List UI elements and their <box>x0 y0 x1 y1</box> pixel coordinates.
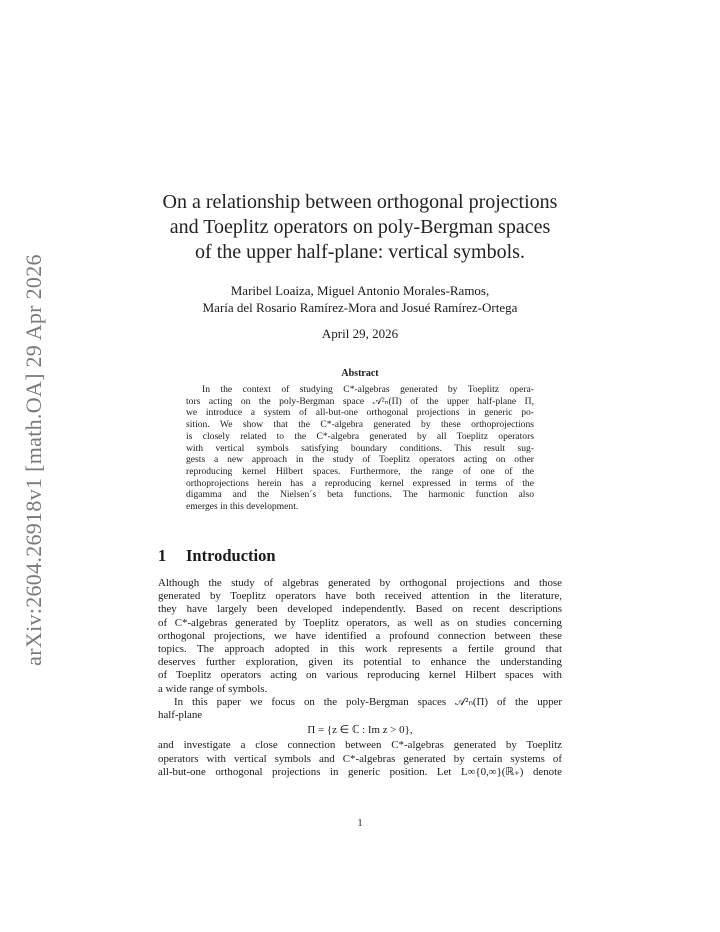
body-line: and investigate a close connection between C*-algebras generated by Toeplitz <box>158 739 562 752</box>
abstract-line: orthoprojections herein has a reproducing kernel expressed in terms of the <box>186 477 534 489</box>
body-line: half-plane <box>158 709 203 722</box>
paper-date: April 29, 2026 <box>321 326 399 341</box>
body-line: of C*-algebras generated by Toeplitz operators, as well as on studies concerning <box>158 616 562 629</box>
title-line: On a relationship between orthogonal projections <box>162 191 558 213</box>
abstract-line: tors acting on the poly-Bergman space 𝒜²ₙ(Π) of the upper half-plane Π, <box>186 395 534 407</box>
body-line: a wide range of symbols. <box>158 682 268 695</box>
abstract-body <box>186 384 534 513</box>
display-equation: Π = {z ∈ ℂ : Im z > 0}, <box>307 724 413 737</box>
arxiv-stamp-text: arXiv:2604.26918v1 [math.OA] 29 Apr 2026 <box>21 254 46 666</box>
abstract-line: digamma and the Nielsen´s beta functions. The harmonic function also <box>186 489 534 501</box>
abstract-line: reproducing kernel Hilbert spaces. Furthermore, the range of one of the <box>186 465 534 477</box>
abstract-line: emerges in this development. <box>186 501 299 513</box>
body-line: all-but-one orthogonal projections in generic position. Let L∞{0,∞}(ℝ₊) denote <box>158 765 562 778</box>
section-heading <box>158 546 276 566</box>
abstract-line: with vertical symbols satisfying boundary conditions. This result sug- <box>186 442 534 454</box>
title-line: and Toeplitz operators on poly-Bergman spaces <box>169 216 551 238</box>
abstract-heading: Abstract <box>341 368 379 379</box>
page-number: 1 <box>357 818 363 829</box>
body-line: they have largely been developed independently. Based on recent descriptions <box>158 603 562 616</box>
abstract-line: sition. We show that the C*-algebra generated by these orthoprojections <box>186 419 534 431</box>
title-line: of the upper half-plane: vertical symbols. <box>195 241 525 263</box>
abstract-line: gests a new approach in the study of Toeplitz operators acting on other <box>186 454 534 466</box>
body-line: deserves further exploration, given its potential to enhance the understanding <box>158 656 562 669</box>
section-title: Introduction <box>186 546 276 565</box>
body-line: orthogonal projections, we have identified a profound connection between these <box>158 629 562 642</box>
arxiv-stamp <box>18 240 50 680</box>
author-line: María del Rosario Ramírez-Mora and Josué Ramírez-Ortega <box>202 300 518 315</box>
abstract-line: In the context of studying C*-algebras generated by Toeplitz opera- <box>202 384 534 395</box>
body-line: In this paper we focus on the poly-Bergman spaces 𝒜²ₙ(Π) of the upper <box>174 695 562 708</box>
paper-title <box>120 190 600 265</box>
abstract-line: is closely related to the C*-algebra generated by all Toeplitz operators <box>186 430 534 442</box>
abstract-line: we introduce a system of all-but-one orthogonal projections in generic po- <box>186 407 534 419</box>
body-line: operators with vertical symbols and C*-algebras generated by certain systems of <box>158 752 562 765</box>
author-list <box>120 282 600 316</box>
body-line: of Toeplitz operators acting on various reproducing kernel Hilbert spaces with <box>158 669 562 682</box>
section-number: 1 <box>158 546 167 565</box>
body-text <box>158 577 562 779</box>
body-line: topics. The approach adopted in this work represents a fertile ground that <box>158 643 562 656</box>
body-line: generated by Toeplitz operators have both received attention in the literature, <box>158 590 562 603</box>
author-line: Maribel Loaiza, Miguel Antonio Morales-Ramos, <box>230 283 490 298</box>
body-line: Although the study of algebras generated by orthogonal projections and those <box>158 577 562 589</box>
